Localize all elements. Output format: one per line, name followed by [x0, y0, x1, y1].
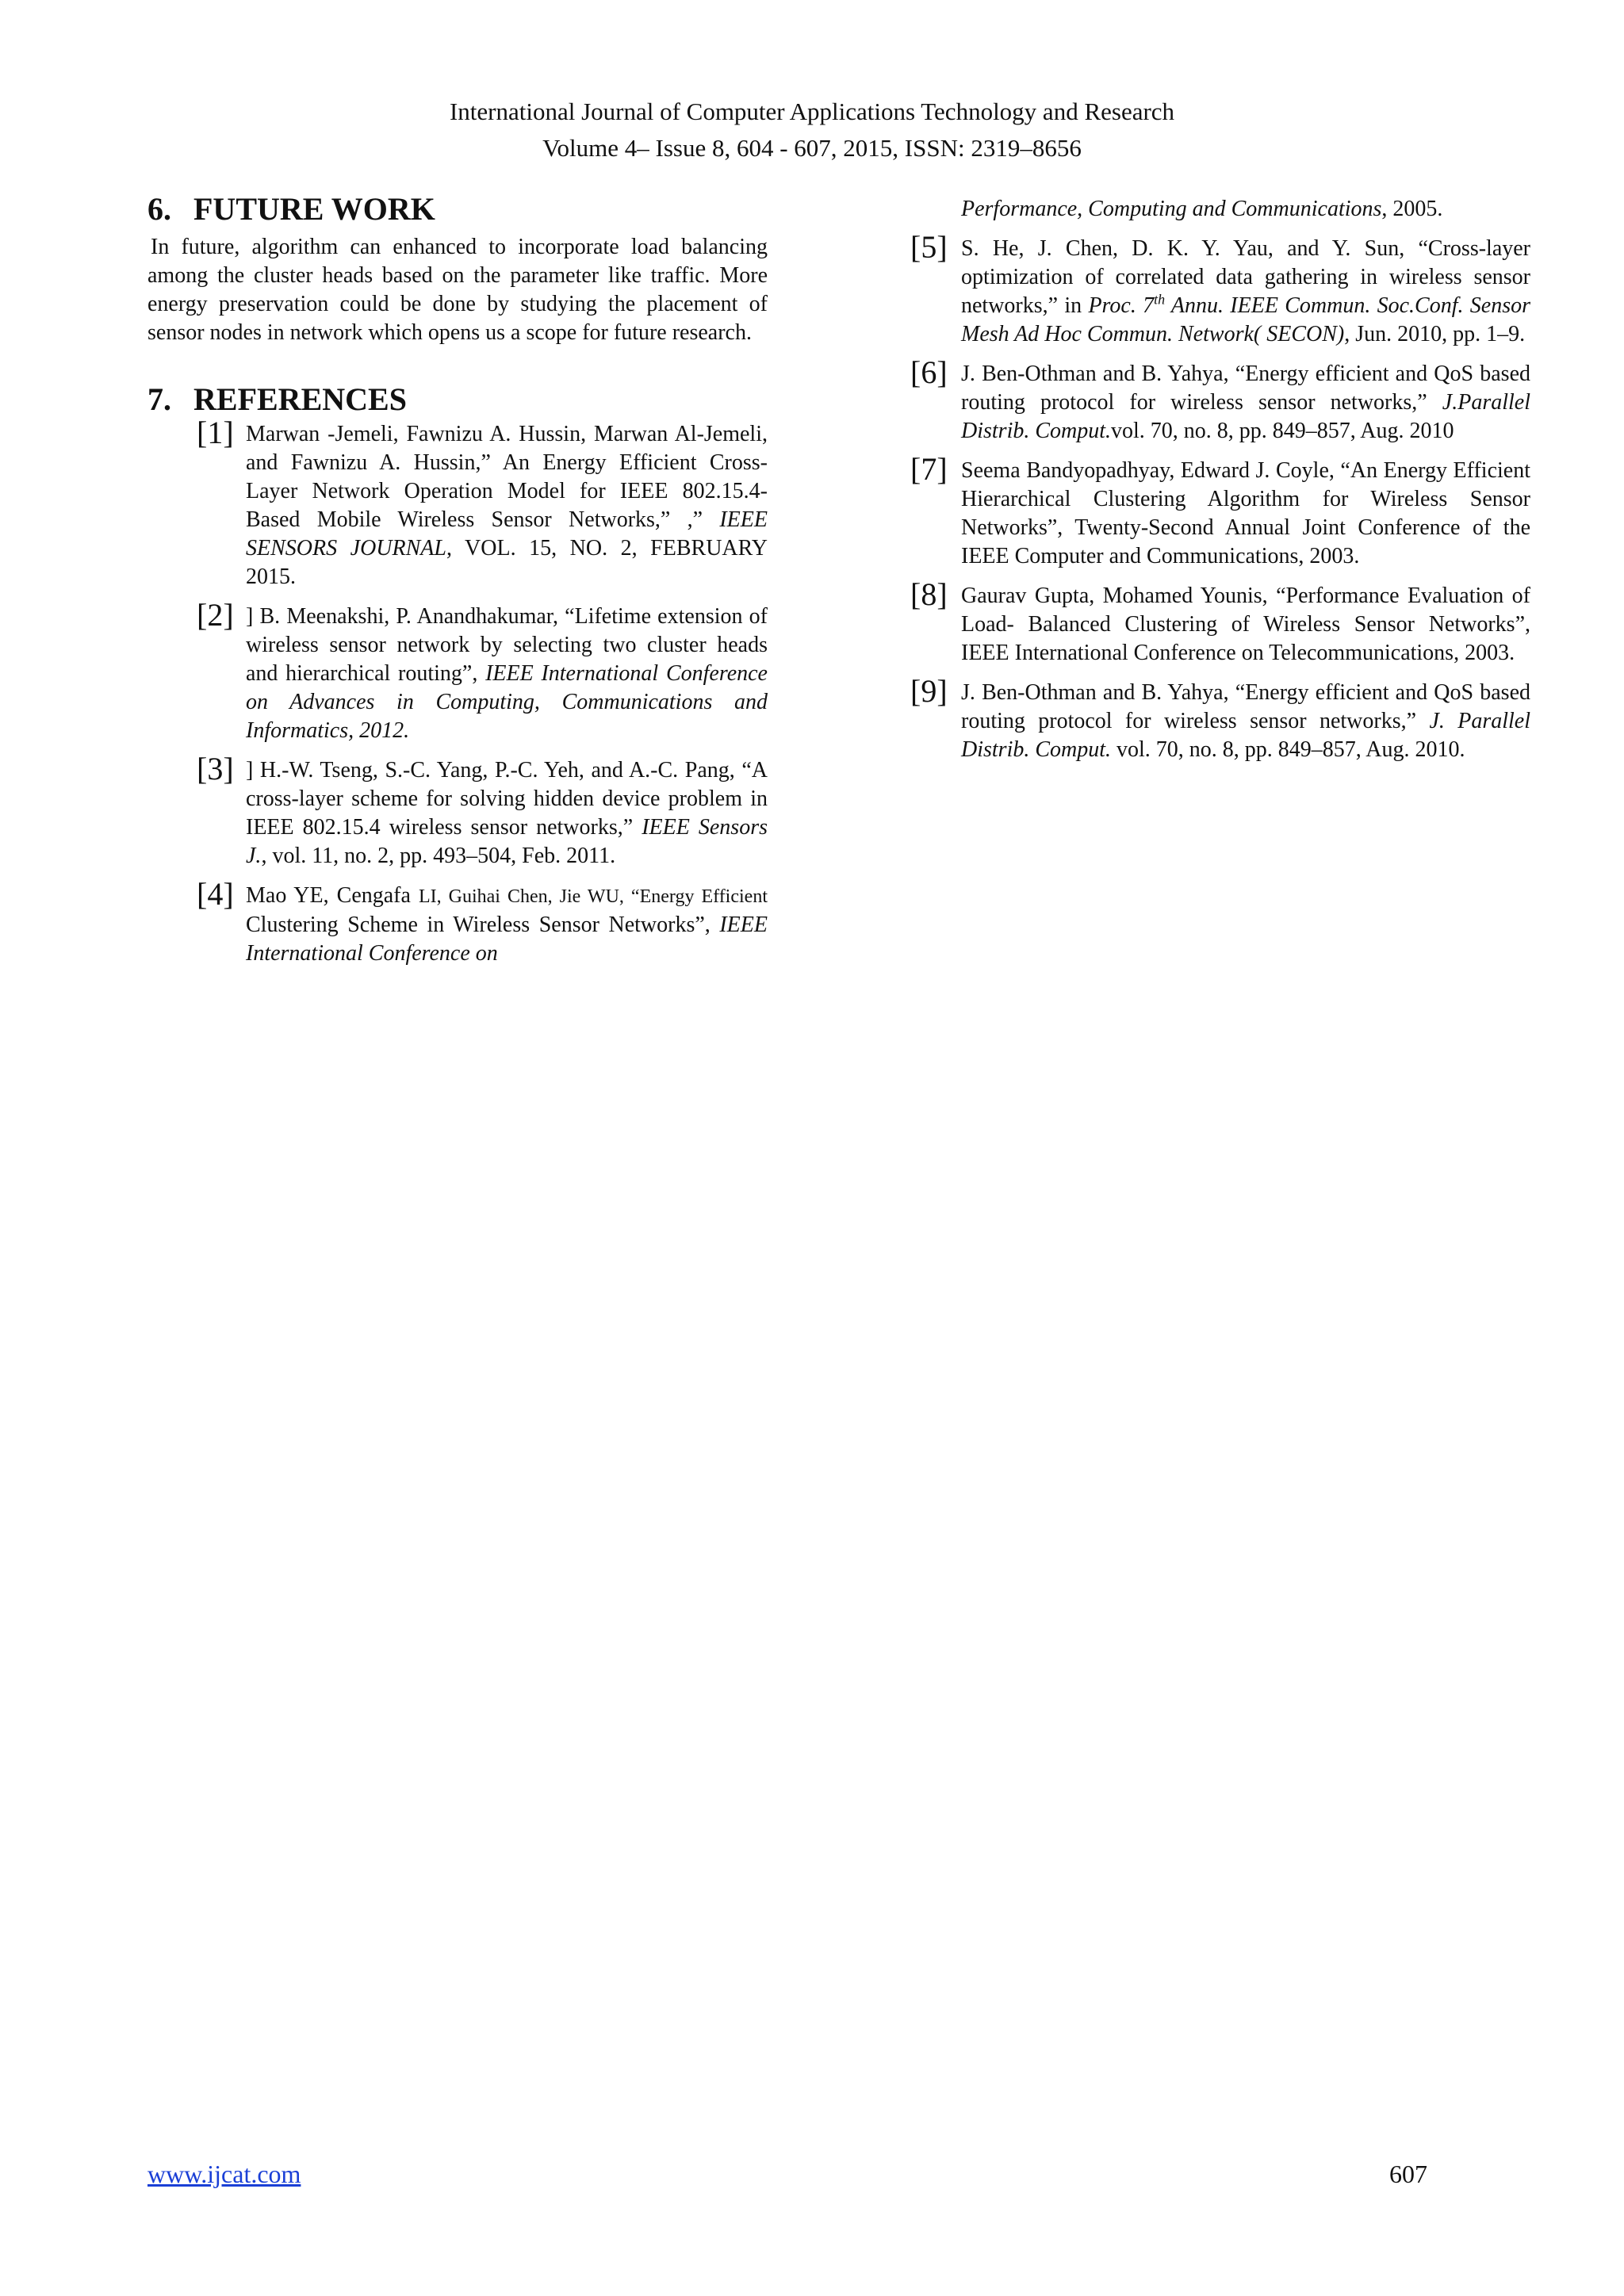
section-title: REFERENCES: [193, 381, 407, 417]
left-column: [147, 189, 768, 979]
reference-label: [6]: [910, 354, 948, 390]
reference-8: [8] Gaurav Gupta, Mohamed Younis, “Performance Evaluation of Load- Balanced Clustering of Wireless Sensor Networks”, IEEE International Conference on Telecommunications, 2003.: [910, 576, 1530, 665]
reference-label: [4]: [197, 876, 234, 912]
section-number: 6.: [147, 191, 171, 227]
journal-title: International Journal of Computer Applications Technology and Research: [449, 98, 1175, 125]
reference-9: [9] J. Ben-Othman and B. Yahya, “Energy efficient and QoS based routing protocol for wireless sensor networks,” J. Parallel Distrib. Comput. vol. 70, no. 8, pp. 849–857, Aug. 2010.: [910, 673, 1530, 762]
reference-1: [1] Marwan -Jemeli, Fawnizu A. Hussin, Marwan Al-Jemeli, and Fawnizu A. Hussin,” An Energy Efficient Cross- Layer Network Operation Model for IEEE 802.15.4- Based Mobile Wireless Sensor Networks,” ,” IEEE SENSORS JOURNAL, VOL. 15, NO. 2, FEBRUARY 2015.: [197, 415, 768, 589]
reference-label: [9]: [910, 673, 948, 709]
reference-label: [2]: [197, 597, 234, 633]
reference-label: [5]: [910, 229, 948, 265]
future-work-paragraph: In future, algorithm can enhanced to incorporate load balancing among the cluster heads based on the parameter like traffic. More energy preservation could be done by studying the placement of sensor nodes in network which opens us a scope for future research.: [147, 235, 768, 345]
reference-6: [6] J. Ben-Othman and B. Yahya, “Energy efficient and QoS based routing protocol for wireless sensor networks,” J.Parallel Distrib. Comput.vol. 70, no. 8, pp. 849–857, Aug. 2010: [910, 354, 1530, 443]
reference-label: [7]: [910, 451, 948, 487]
page-number: 607: [1389, 2160, 1427, 2188]
references-heading: [147, 379, 768, 420]
reference-5: [5] S. He, J. Chen, D. K. Y. Yau, and Y. Sun, “Cross-layer optimization of correlated data gathering in wireless sensor networks,” in Proc. 7th Annu. IEEE Commun. Soc.Conf. Sensor Mesh Ad Hoc Commun. Network( SECON), Jun. 2010, pp. 1–9.: [910, 229, 1531, 346]
journal-website-link[interactable]: www.ijcat.com: [147, 2160, 301, 2188]
reference-4: [4] Mao YE, Cengafa LI, Guihai Chen, Jie WU, “Energy Efficient Clustering Scheme in Wireless Sensor Networks”, IEEE International Conference on: [197, 876, 768, 966]
section-title: FUTURE WORK: [193, 191, 435, 227]
reference-2: [2] ] B. Meenakshi, P. Anandhakumar, “Lifetime extension of wireless sensor network by selecting two cluster heads and hierarchical routing”, IEEE International Conference on Advances in Computing, Communications and Informatics, 2012.: [197, 597, 768, 743]
reference-label: [3]: [197, 751, 234, 786]
future-work-heading: [147, 189, 768, 230]
reference-label: [8]: [910, 576, 948, 612]
section-number: 7.: [147, 381, 171, 417]
reference-7: [7] Seema Bandyopadhyay, Edward J. Coyle, “An Energy Efficient Hierarchical Clustering Algorithm for Wireless Sensor Networks”, Twenty-Second Annual Joint Conference of the IEEE Computer and Communications, 2003.: [910, 451, 1530, 568]
reference-4-continued: Performance, Computing and Communications, 2005.: [961, 197, 1443, 221]
page-header: [0, 94, 1624, 166]
right-column: [910, 195, 1530, 775]
reference-label: [1]: [197, 415, 234, 450]
volume-info: Volume 4– Issue 8, 604 - 607, 2015, ISSN: 2319–8656: [542, 134, 1082, 162]
reference-3: [3] ] H.-W. Tseng, S.-C. Yang, P.-C. Yeh, and A.-C. Pang, “A cross-layer scheme for solving hidden device problem in IEEE 802.15.4 wireless sensor networks,” IEEE Sensors J., vol. 11, no. 2, pp. 493–504, Feb. 2011.: [197, 751, 768, 868]
